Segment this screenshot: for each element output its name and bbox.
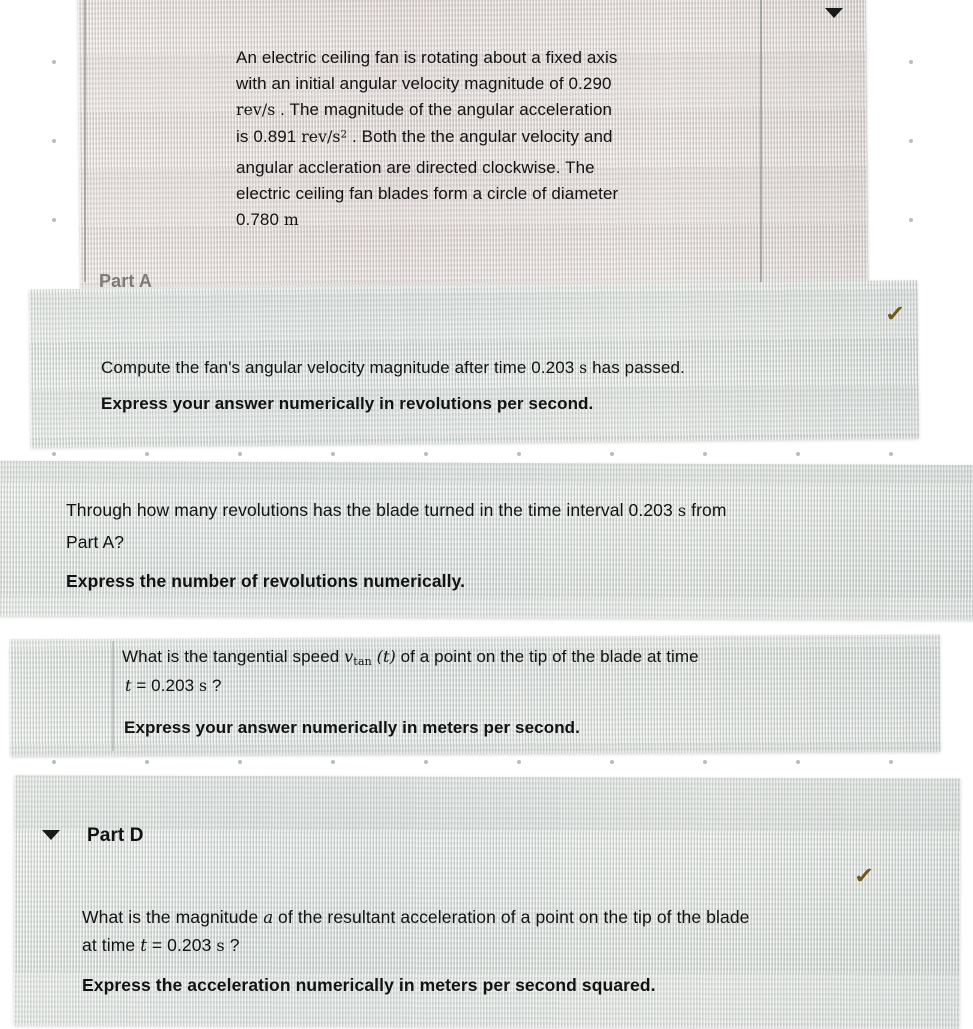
problem-statement-line-3: rev/s . The magnitude of the angular acceleration bbox=[236, 100, 613, 119]
problem-collapse-caret-icon[interactable] bbox=[825, 8, 843, 18]
bg-dot bbox=[909, 60, 913, 64]
bg-dot bbox=[331, 760, 335, 764]
problem-statement-line-2: with an initial angular velocity magnitude of 0.290 bbox=[236, 74, 612, 93]
symbol-t: t bbox=[140, 936, 147, 955]
bg-dot bbox=[796, 760, 800, 764]
part-a-question bbox=[101, 357, 891, 380]
diameter-value: 0.780 bbox=[236, 210, 280, 229]
bg-dot bbox=[145, 452, 149, 456]
part-a-instruction: Express your answer numerically in revolutions per second. bbox=[101, 394, 594, 413]
symbol-t: t bbox=[125, 676, 132, 695]
unit-second: s bbox=[216, 936, 225, 955]
problem-statement-line-6: electric ceiling fan blades form a circle of diameter bbox=[236, 184, 619, 203]
problem-statement-line-5: angular accleration are directed clockwise. The bbox=[236, 158, 595, 177]
bg-dot bbox=[796, 452, 800, 456]
part-d-instruction: Express the acceleration numerically in meters per second squared. bbox=[82, 975, 656, 995]
part-d-question-line-2 bbox=[82, 934, 582, 957]
bg-dot bbox=[52, 452, 56, 456]
bg-dot bbox=[703, 760, 707, 764]
bg-dot bbox=[703, 452, 707, 456]
part-d-question-end: ? bbox=[224, 935, 240, 955]
bg-dot bbox=[52, 760, 56, 764]
unit-rev-per-s: rev/s bbox=[236, 100, 276, 119]
unit-second: s bbox=[579, 358, 588, 377]
part-d-question-post: of the resultant acceleration of a point on the tip of the blade bbox=[273, 907, 750, 927]
unit-second: s bbox=[199, 676, 208, 695]
symbol-a: a bbox=[263, 908, 274, 927]
part-d-collapse-caret-icon[interactable] bbox=[42, 830, 60, 840]
bg-dot bbox=[331, 452, 335, 456]
bg-dot bbox=[610, 760, 614, 764]
problem-statement-line-7 bbox=[236, 209, 536, 232]
bg-dot bbox=[238, 452, 242, 456]
part-b-question-line-2: Part A? bbox=[66, 532, 125, 552]
part-d-question-line-1 bbox=[82, 906, 952, 929]
bg-dot bbox=[517, 760, 521, 764]
part-d-complete-check-icon: ✓ bbox=[853, 863, 875, 888]
part-b-question-line-1 bbox=[66, 499, 946, 522]
symbol-of-t: (t) bbox=[376, 647, 396, 666]
part-a-header: Part A bbox=[99, 271, 152, 291]
bg-dot bbox=[424, 452, 428, 456]
bg-dot bbox=[52, 60, 56, 64]
part-c-question-line-2 bbox=[125, 675, 525, 698]
symbol-v-tan: $v_{tan}$ bbox=[344, 647, 372, 668]
part-d-header: Part D bbox=[87, 825, 144, 846]
unit-rev-per-s2: rev/$s^2$ bbox=[301, 127, 348, 146]
part-c-question-post: of a point on the tip of the blade at time bbox=[395, 647, 699, 666]
bg-dot bbox=[909, 218, 913, 222]
bg-dot bbox=[889, 760, 893, 764]
part-b-question-post: from bbox=[686, 500, 727, 520]
bg-dot bbox=[145, 760, 149, 764]
part-d-time-value: = 0.203 bbox=[146, 935, 212, 955]
part-b-instruction: Express the number of revolutions numerically. bbox=[66, 571, 466, 591]
problem-card-left-rail bbox=[84, 0, 86, 282]
bg-dot bbox=[52, 218, 56, 222]
bg-dot bbox=[517, 452, 521, 456]
problem-statement-line-4: is 0.891 rev/$s^2$ . Both the the angular velocity and bbox=[236, 127, 613, 146]
bg-dot bbox=[52, 139, 56, 143]
bg-dot bbox=[238, 760, 242, 764]
bg-dot bbox=[889, 452, 893, 456]
part-c-instruction: Express your answer numerically in meters per second. bbox=[124, 718, 580, 737]
part-c-question-pre: What is the tangential speed bbox=[122, 647, 345, 666]
part-c-time-value: = 0.203 bbox=[131, 676, 195, 695]
part-d-at-time-label: at time bbox=[82, 935, 141, 955]
bg-dot bbox=[424, 760, 428, 764]
part-a-question-pre: Compute the fan's angular velocity magnitude after time 0.203 bbox=[101, 358, 575, 377]
unit-meter: m bbox=[283, 210, 299, 229]
part-c-question-end: ? bbox=[207, 676, 222, 695]
bg-dot bbox=[909, 139, 913, 143]
part-a-complete-check-icon: ✓ bbox=[884, 301, 906, 326]
unit-second: s bbox=[677, 501, 687, 520]
bg-dot bbox=[610, 452, 614, 456]
problem-statement-line-1: An electric ceiling fan is rotating about a fixed axis bbox=[236, 48, 618, 67]
part-c-question-line-1 bbox=[122, 646, 922, 669]
part-b-question-pre: Through how many revolutions has the blade turned in the time interval 0.203 bbox=[66, 500, 673, 520]
part-c-left-rail bbox=[112, 641, 114, 751]
angular-acceleration-value: 0.891 bbox=[253, 127, 297, 146]
part-a-question-post: has passed. bbox=[587, 358, 685, 377]
part-d-question-pre: What is the magnitude bbox=[82, 907, 264, 927]
